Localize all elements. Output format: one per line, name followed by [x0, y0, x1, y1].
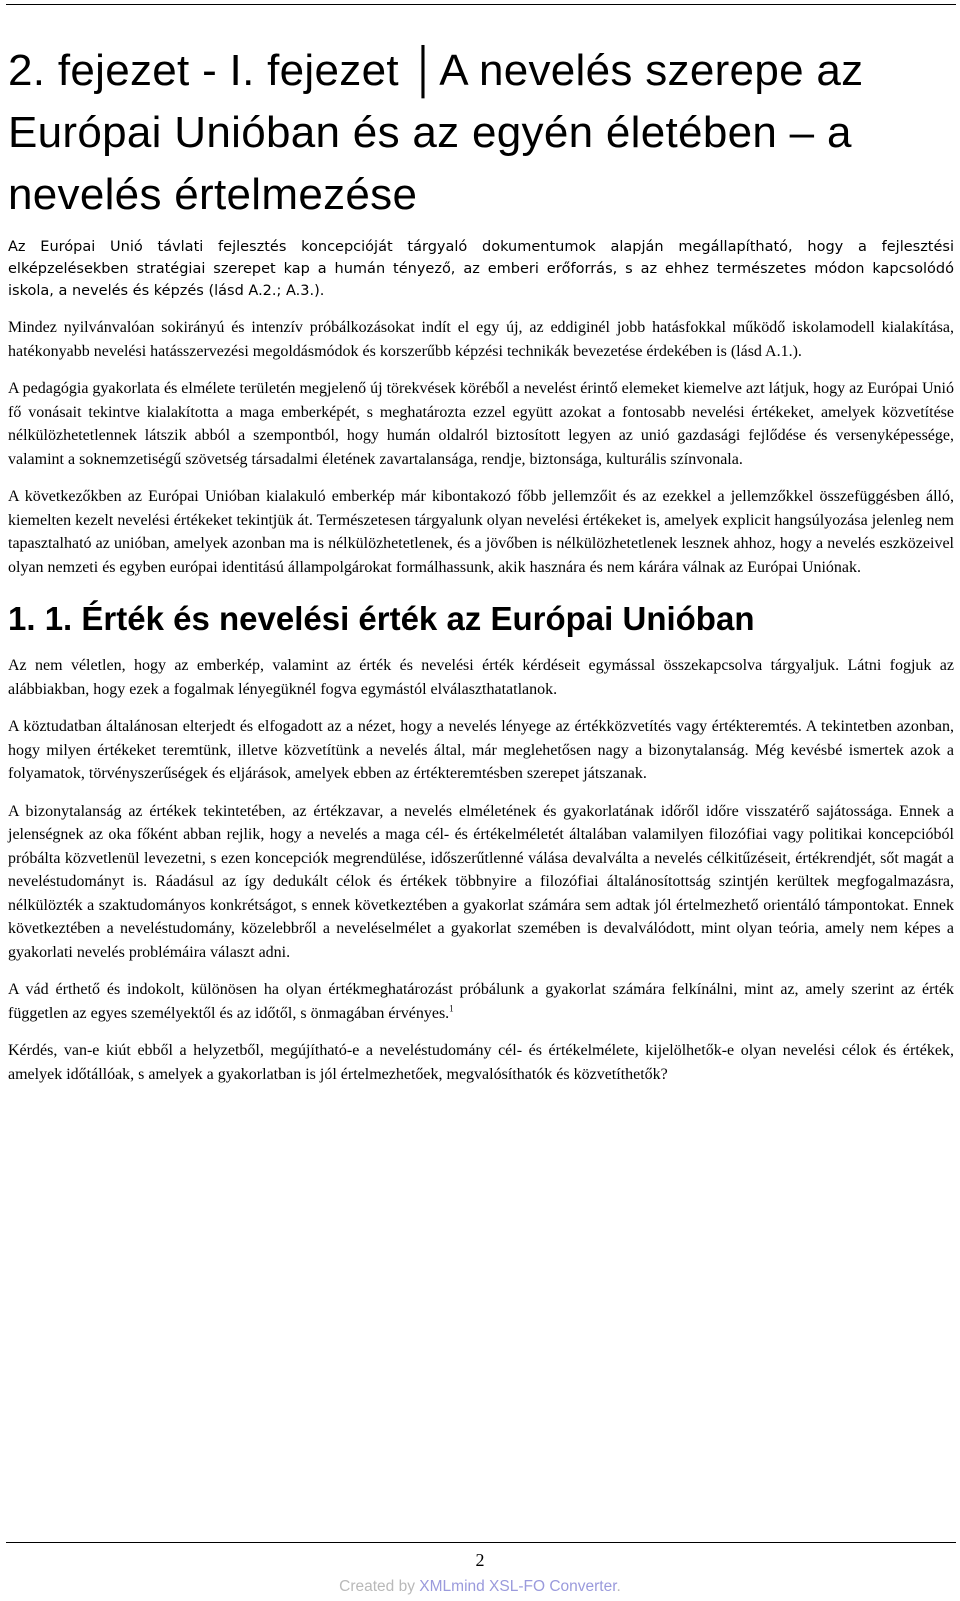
top-rule [6, 4, 956, 5]
footnoted-paragraph [8, 978, 954, 1025]
paragraph: A köztudatban általánosan elterjedt és elfogadott az a nézet, hogy a nevelés lényege az értékközvetítés vagy értékteremtés. A tekintetben azonban, hogy milyen értékeket teremtünk, illetve közvetítünk a nevelés által, már meglehetősen nagy a bizonytalanság. Még kevésbé ismertek azok a folyamatok, törvényszerűségek és eljárások, amelyek ebben az értékteremtésben szerepet játszanak. [8, 718, 954, 782]
paragraph-text: A vád érthető és indokolt, különösen ha olyan értékmeghatározást próbálunk a gyakorlat számára felkínálni, mint az, amely szerint az érték független az egyes személyektől és az időtől, s önmagában érvényes. [8, 981, 954, 1022]
page-number: 2 [475, 1550, 485, 1570]
paragraph: Mindez nyilvánvalóan sokirányú és intenzív próbálkozásokat indít el egy új, az eddiginél jobb hatásfokkal működő iskolamodell kialakítása, hatékonyabb nevelési hatásszervezési megoldásmódok és korszerűbb képzési technikák bevezetése érdekében is (lásd A.1.). [8, 319, 954, 360]
credit-suffix: . [616, 1578, 621, 1595]
paragraph: A következőkben az Európai Unióban kialakuló emberkép már kibontakozó főbb jellemzőit és az ezekkel a jellemzőkkel összefüggésben álló, kiemelten kezelt nevelési értékeket tekintjük át. Természetesen tárgyalunk olyan nevelési értékeket is, amelyek explicit hangsúlyozása jelenleg nem tapasztalható az unióban, amelyek azonban ma is nélkülözhetetlenek, és a jövőben is nélkülözhetetlenek lesznek ahhoz, hogy a nevelés eszközeivel olyan nemzeti és egyben európai identitású állampolgárokat formálhassunk, akik hasznára és nem kárára válnak az Európai Uniónak. [8, 488, 954, 576]
credit-prefix: Created by [339, 1578, 420, 1595]
footnote-reference[interactable]: 1 [449, 1003, 454, 1014]
paragraph: A bizonytalanság az értékek tekintetében, az értékzavar, a nevelés elméletének és gyakorlatának időről időre visszatérő sajátossága. Ennek a jelenségnek az oka főként abban rejlik, hogy a nevelés a maga cél- és értékelméletét általában valamilyen filozófiai vagy politikai koncepcióból próbálta közvetlenül levezetni, s ezen koncepciók megrendülése, időszerűtlenné válása devalválta a nevelés célkitűzéseit, értékrendjét, sőt magát a neveléstudományt is. Ráadásul az így dedukált célok és értékek többnyire a filozófiai általánosítottság szintjén kerültek megfogalmazásra, nélkülözték a szaktudományos konkrétságot, s ennek következtében a gyakorlat számára sem adtak jól értelmezhető orientáló támpontokat. Ennek következtében a neveléstudomány, közelebbről a neveléselmélet a gyakorlat szemében is devalválódott, mint olyan teória, amely nem képes a gyakorlati nevelés problémáira választ adni. [8, 802, 954, 961]
section-title: 1. 1. Érték és nevelési érték az Európai Unióban [8, 600, 755, 637]
chapter-title: 2. fejezet - I. fejezet │A nevelés szerepe az Európai Unióban és az egyén életében – a nevelés értelmezése [8, 46, 864, 219]
paragraph: A pedagógia gyakorlata és elmélete területén megjelenő új törekvések köréből a nevelést érintő elemeket kiemelve azt látjuk, hogy az Európai Unió fő vonásait tekintve kialakította a maga emberképét, s meghatározta ezzel együtt azokat a fontosabb nevelési értékeket, amelyek közvetítése nélkülözhetetlennek látszik abból a szempontból, hogy humán oldalról biztosított legyen az unió gazdasági fejlődése és versenyképessége, valamint a soknemzetiségű szövetség társadalmi életének zavartalansága, rendje, biztonsága, kulturális színvonala. [8, 380, 954, 468]
paragraph: Kérdés, van-e kiút ebből a helyzetből, megújítható-e a neveléstudomány cél- és értékelmélete, kijelölhetők-e olyan nevelési célok és értékek, amelyek időtállóak, s amelyek a gyakorlatban is jól értelmezhetőek, megvalósíthatók és közvetíthetők? [8, 1042, 954, 1083]
intro-paragraph: Az Európai Unió távlati fejlesztés koncepcióját tárgyaló dokumentumok alapján megállapítható, hogy a fejlesztési elképzelésekben stratégiai szerepet kap a humán tényező, az emberi erőforrás, s az ehhez természetes módon kapcsolódó iskola, a nevelés és képzés (lásd A.2.; A.3.). [8, 239, 954, 299]
converter-credit [0, 1578, 960, 1596]
paragraph: Az nem véletlen, hogy az emberkép, valamint az érték és nevelési érték kérdéseit egymással összekapcsolva tárgyaljuk. Látni fogjuk az alábbiakban, hogy ezek a fogalmak lényegüknél fogva egymástól elválaszthatatlanok. [8, 657, 954, 698]
converter-link[interactable]: XMLmind XSL-FO Converter [419, 1578, 617, 1595]
page-content [8, 40, 954, 1086]
footer-rule [6, 1542, 956, 1543]
